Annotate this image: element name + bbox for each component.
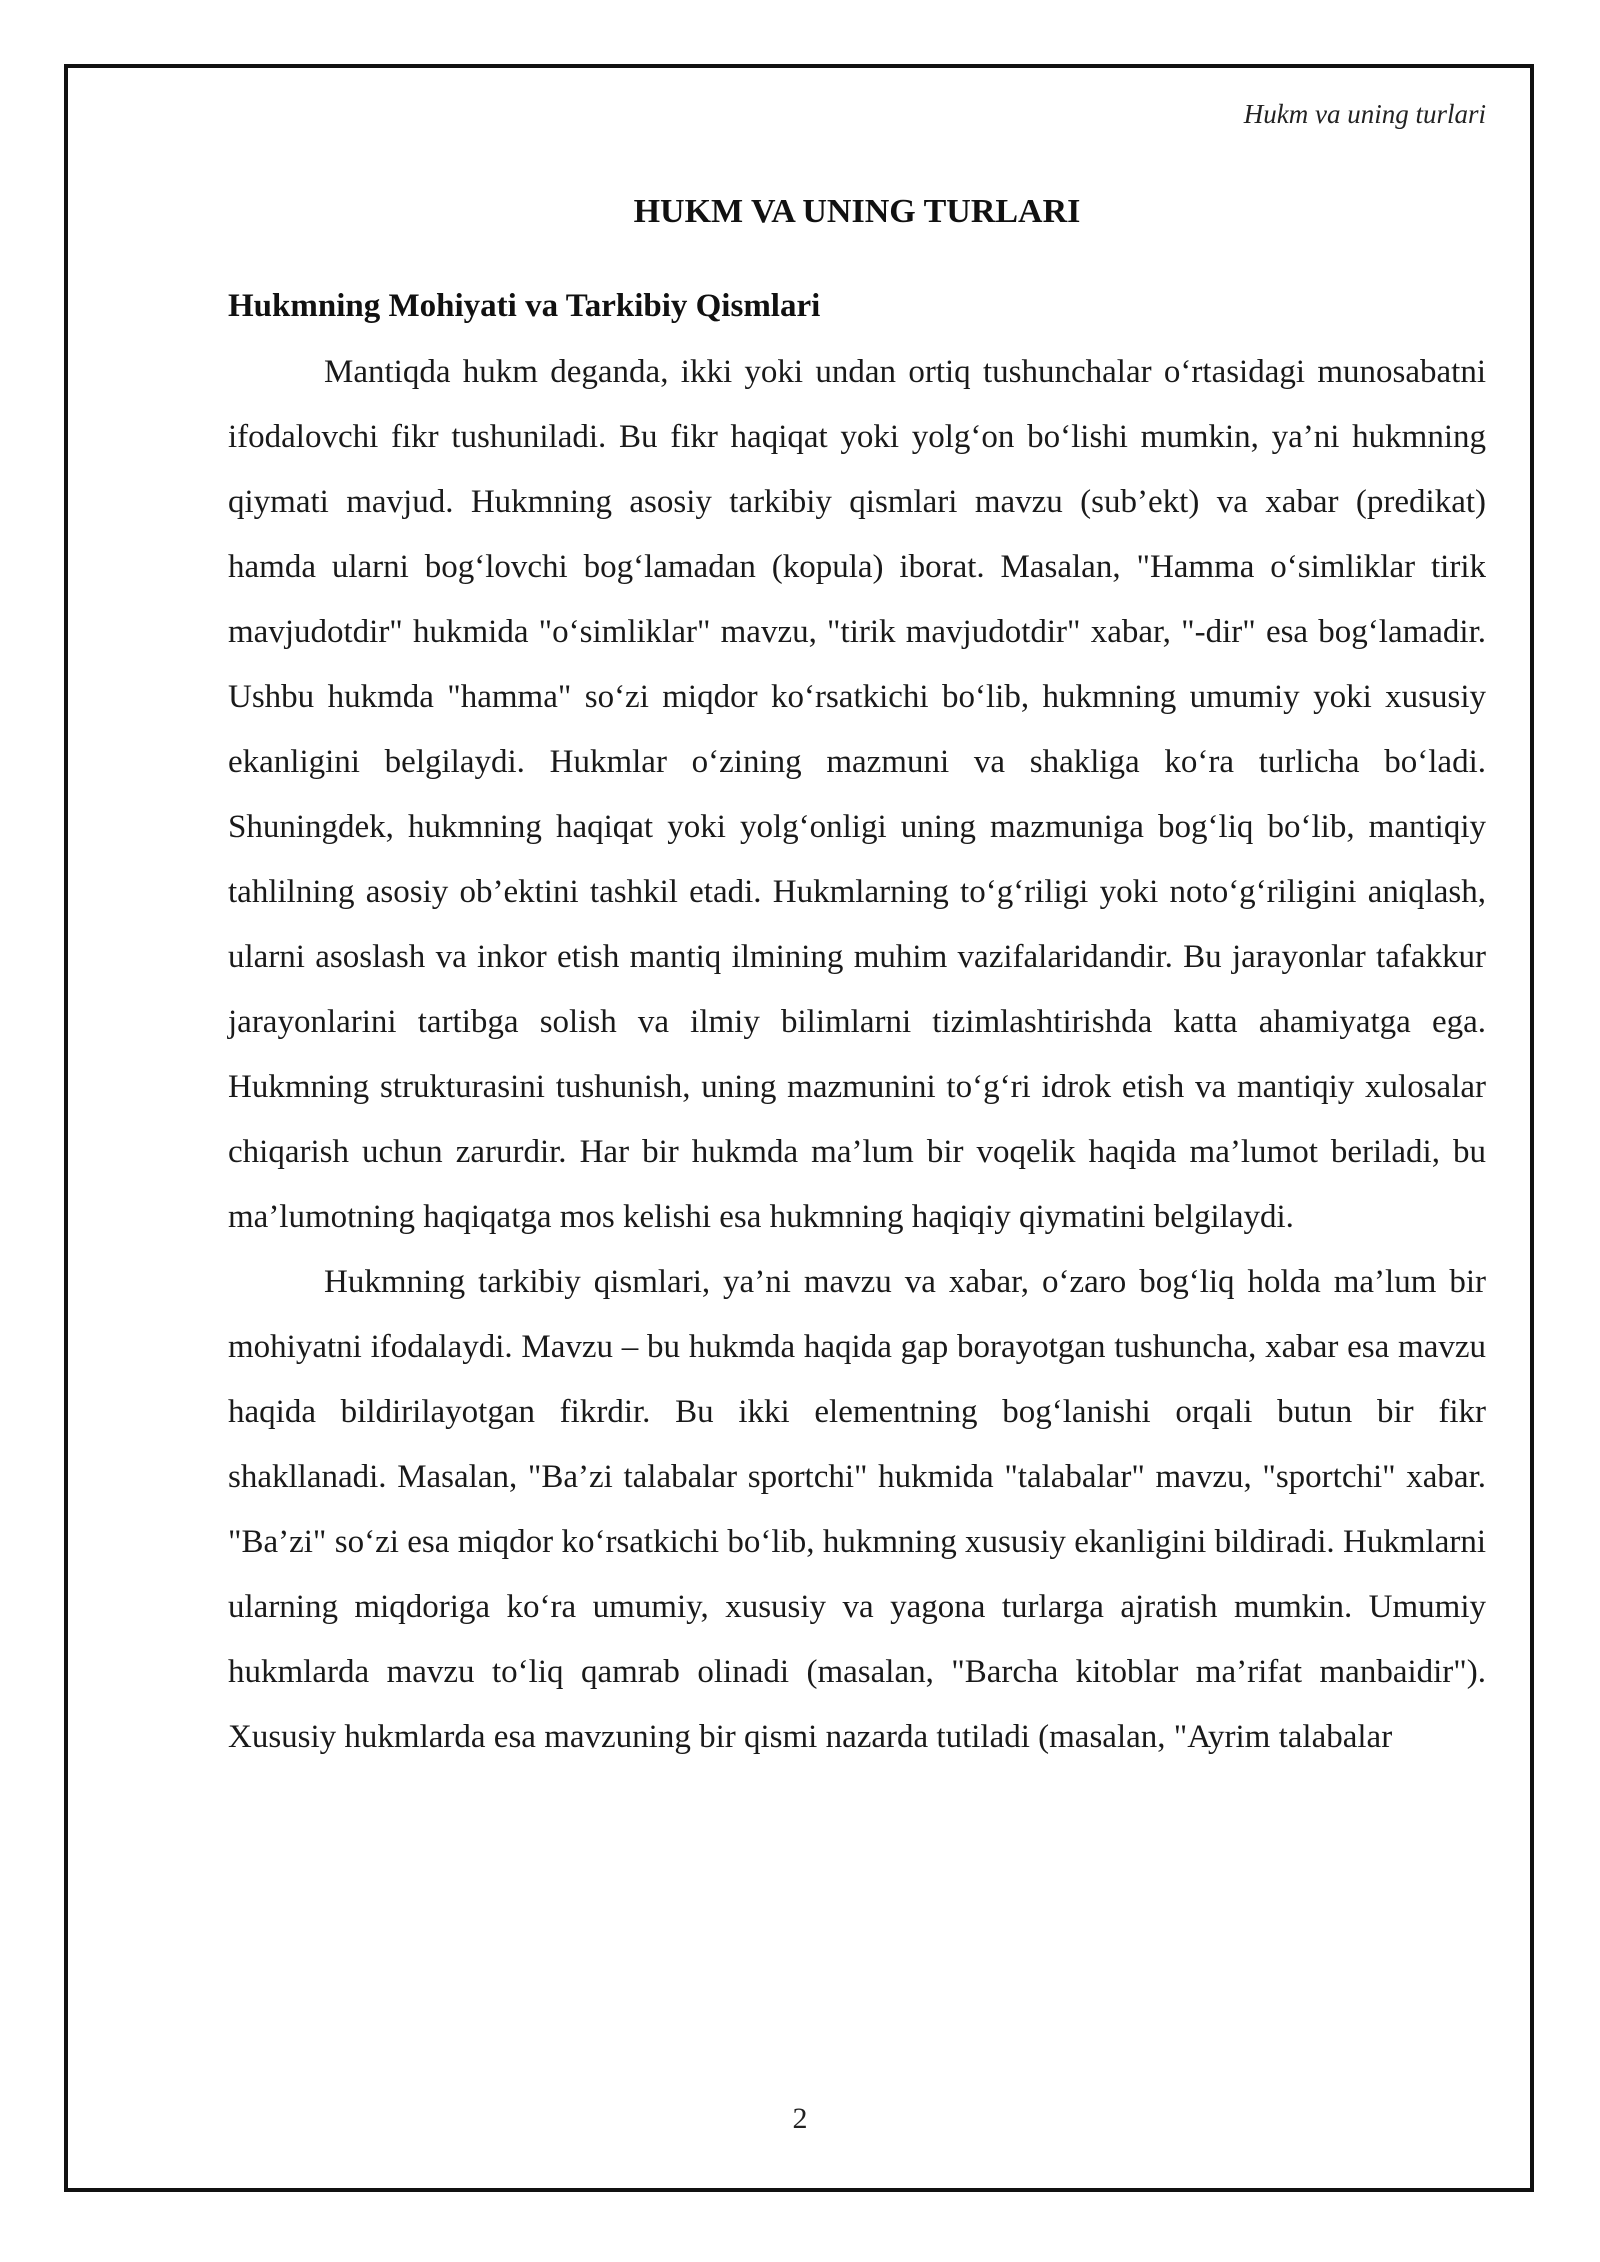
- page-content: [228, 186, 1486, 1770]
- page-number: 2: [792, 2102, 808, 2135]
- document-title: HUKM VA UNING TURLARI: [633, 193, 1081, 230]
- running-header: Hukm va uning turlari: [1243, 99, 1486, 129]
- section-heading: Hukmning Mohiyati va Tarkibiy Qismlari: [228, 288, 821, 324]
- body-paragraph-2: Hukmning tarkibiy qismlari, ya’ni mavzu va xabar, o‘zaro bog‘liq holda ma’lum bir mohiyatni ifodalaydi. Mavzu – bu hukmda haqida gap borayotgan tushuncha, xabar esa mavzu haqida bildirilayotgan fikrdir. Bu ikki elementning bog‘lanishi orqali butun bir fikr shakllanadi. Masalan, "Ba’zi talabalar sportchi" hukmida "talabalar" mavzu, "sportchi" xabar. "Ba’zi" so‘zi esa miqdor ko‘rsatkichi bo‘lib, hukmning xususiy ekanligini bildiradi. Hukmlarni ularning miqdoriga ko‘ra umumiy, xususiy va yagona turlarga ajratish mumkin. Umumiy hukmlarda mavzu to‘liq qamrab olinadi (masalan, "Barcha kitoblar ma’rifat manbaidir"). Xususiy hukmlarda esa mavzuning bir qismi nazarda tutiladi (masalan, "Ayrim talabalar: [228, 1264, 1486, 1755]
- body-paragraph-1: Mantiqda hukm deganda, ikki yoki undan ortiq tushunchalar o‘rtasidagi munosabatni ifodalovchi fikr tushuniladi. Bu fikr haqiqat yoki yolg‘on bo‘lishi mumkin, ya’ni hukmning qiymati mavjud. Hukmning asosiy tarkibiy qismlari mavzu (sub’ekt) va xabar (predikat) hamda ularni bog‘lovchi bog‘lamadan (kopula) iborat. Masalan, "Hamma o‘simliklar tirik mavjudotdir" hukmida "o‘simliklar" mavzu, "tirik mavjudotdir" xabar, "-dir" esa bog‘lamadir. Ushbu hukmda "hamma" so‘zi miqdor ko‘rsatkichi bo‘lib, hukmning umumiy yoki xususiy ekanligini belgilaydi. Hukmlar o‘zining mazmuni va shakliga ko‘ra turlicha bo‘ladi. Shuningdek, hukmning haqiqat yoki yolg‘onligi uning mazmuniga bog‘liq bo‘lib, mantiqiy tahlilning asosiy ob’ektini tashkil etadi. Hukmlarning to‘g‘riligi yoki noto‘g‘riligini aniqlash, ularni asoslash va inkor etish mantiq ilmining muhim vazifalaridandir. Bu jarayonlar tafakkur jarayonlarini tartibga solish va ilmiy bilimlarni tizimlashtirishda katta ahamiyatga ega. Hukmning strukturasini tushunish, uning mazmunini to‘g‘ri idrok etish va mantiqiy xulosalar chiqarish uchun zarurdir. Har bir hukmda ma’lum bir voqelik haqida ma’lumot beriladi, bu ma’lumotning haqiqatga mos kelishi esa hukmning haqiqiy qiymatini belgilaydi.: [228, 354, 1486, 1235]
